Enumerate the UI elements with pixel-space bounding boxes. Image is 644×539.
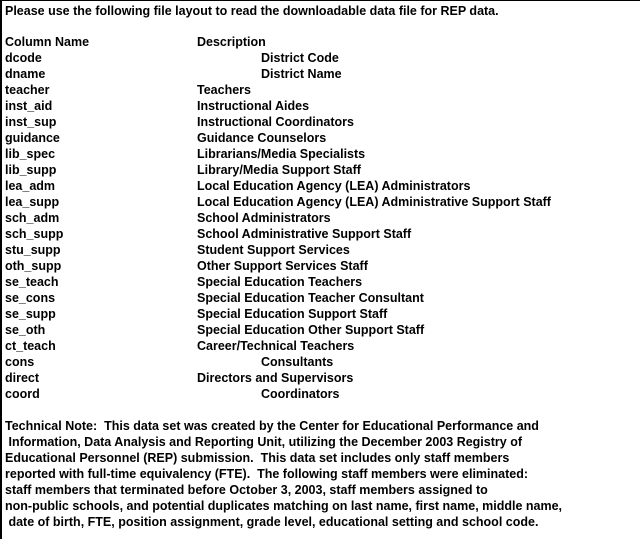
column-name-cell: stu_supp xyxy=(5,243,61,257)
table-row xyxy=(5,258,635,274)
table-row xyxy=(5,50,635,66)
column-name-header: Column Name xyxy=(5,35,90,49)
table-row xyxy=(5,338,635,354)
table-row xyxy=(5,98,635,114)
table-row xyxy=(5,290,635,306)
table-row xyxy=(5,306,635,322)
description-cell: Guidance Counselors xyxy=(197,131,327,145)
table-row xyxy=(5,114,635,130)
description-cell: Instructional Coordinators xyxy=(197,115,354,129)
table-row xyxy=(5,178,635,194)
description-cell: Special Education Support Staff xyxy=(197,307,388,321)
table-row xyxy=(5,162,635,178)
description-cell: Consultants xyxy=(261,355,334,369)
technical-note-line: Information, Data Analysis and Reporting Unit, utilizing the December 2003 Registry of xyxy=(5,435,522,449)
description-cell: District Name xyxy=(261,67,342,81)
description-cell: Directors and Supervisors xyxy=(197,371,354,385)
description-cell: Career/Technical Teachers xyxy=(197,339,355,353)
table-row xyxy=(5,226,635,242)
column-name-cell: se_oth xyxy=(5,323,46,337)
file-layout-table xyxy=(5,34,635,402)
column-name-cell: lea_supp xyxy=(5,195,60,209)
technical-note-line: non-public schools, and potential duplicates matching on last name, first name, middle name, xyxy=(5,499,563,513)
column-name-cell: se_teach xyxy=(5,275,59,289)
table-row xyxy=(5,146,635,162)
description-cell: District Code xyxy=(261,51,339,65)
column-name-cell: se_supp xyxy=(5,307,56,321)
description-cell: Special Education Teachers xyxy=(197,275,363,289)
column-name-cell: lib_supp xyxy=(5,163,57,177)
table-row xyxy=(5,242,635,258)
column-name-cell: coord xyxy=(5,387,40,401)
table-row xyxy=(5,82,635,98)
table-header-row xyxy=(5,34,635,50)
table-row xyxy=(5,386,635,402)
technical-note-line: reported with full-time equivalency (FTE). The following staff members were eliminated: xyxy=(5,467,528,481)
description-cell: Other Support Services Staff xyxy=(197,259,368,273)
column-name-cell: lib_spec xyxy=(5,147,56,161)
description-cell: Instructional Aides xyxy=(197,99,310,113)
column-name-cell: oth_supp xyxy=(5,259,62,273)
column-name-cell: inst_aid xyxy=(5,99,53,113)
description-cell: School Administrative Support Staff xyxy=(197,227,412,241)
description-cell: Librarians/Media Specialists xyxy=(197,147,366,161)
column-name-cell: cons xyxy=(5,355,35,369)
technical-note-line: Technical Note: This data set was created by the Center for Educational Performance and xyxy=(5,419,539,433)
description-cell: School Administrators xyxy=(197,211,331,225)
technical-note xyxy=(5,418,635,530)
column-name-cell: direct xyxy=(5,371,40,385)
column-name-cell: dcode xyxy=(5,51,42,65)
table-row xyxy=(5,66,635,82)
table-row xyxy=(5,194,635,210)
table-row xyxy=(5,274,635,290)
description-cell: Local Education Agency (LEA) Administrators xyxy=(197,179,471,193)
column-name-cell: sch_adm xyxy=(5,211,60,225)
column-name-cell: dname xyxy=(5,67,46,81)
description-cell: Student Support Services xyxy=(197,243,350,257)
column-name-cell: sch_supp xyxy=(5,227,64,241)
column-name-cell: lea_adm xyxy=(5,179,56,193)
table-row xyxy=(5,130,635,146)
column-name-cell: guidance xyxy=(5,131,60,145)
intro-text: Please use the following file layout to read the downloadable data file for REP data. xyxy=(5,4,499,18)
table-row xyxy=(5,354,635,370)
table-body xyxy=(5,50,635,402)
description-cell: Library/Media Support Staff xyxy=(197,163,361,177)
description-cell: Special Education Teacher Consultant xyxy=(197,291,424,305)
description-cell: Teachers xyxy=(197,83,251,97)
table-row xyxy=(5,370,635,386)
description-cell: Local Education Agency (LEA) Administrative Support Staff xyxy=(197,195,551,209)
description-cell: Special Education Other Support Staff xyxy=(197,323,425,337)
column-name-cell: teacher xyxy=(5,83,50,97)
column-name-cell: se_cons xyxy=(5,291,56,305)
description-cell: Coordinators xyxy=(261,387,340,401)
technical-note-line: staff members that terminated before October 3, 2003, staff members assigned to xyxy=(5,483,488,497)
technical-note-line: Educational Personnel (REP) submission. This data set includes only staff members xyxy=(5,451,510,465)
table-row xyxy=(5,322,635,338)
technical-note-line: date of birth, FTE, position assignment, grade level, educational setting and school code. xyxy=(5,515,539,529)
column-name-cell: inst_sup xyxy=(5,115,57,129)
description-header: Description xyxy=(197,35,266,49)
column-name-cell: ct_teach xyxy=(5,339,56,353)
table-row xyxy=(5,210,635,226)
